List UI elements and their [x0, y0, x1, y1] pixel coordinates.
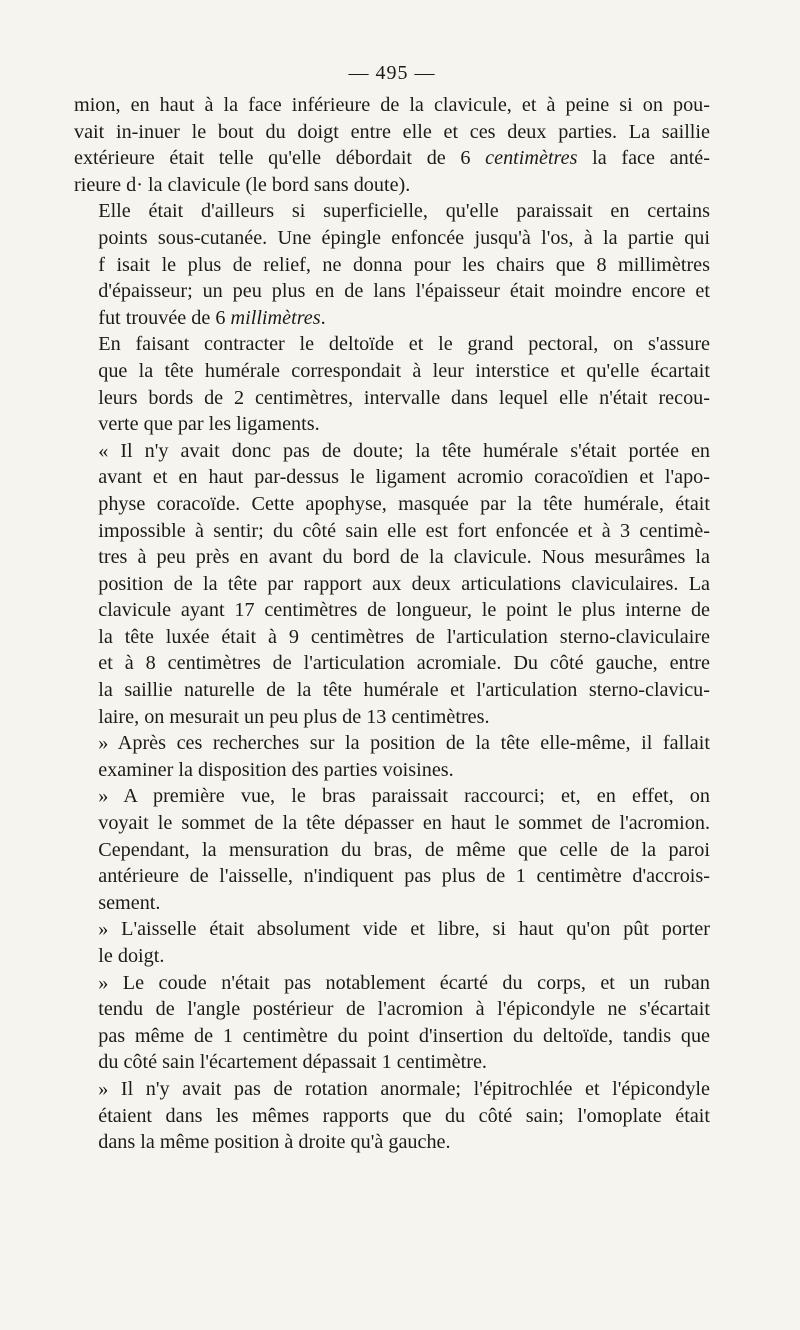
- text-line: fut trouvée de 6 millimètres.: [98, 306, 326, 329]
- text-line: la tête luxée était à 9 centimètres de l'articulation sterno-claviculaire: [98, 625, 710, 648]
- text-line: tendu de l'angle postérieur de l'acromion à l'épicondyle ne s'écartait: [98, 998, 710, 1021]
- text-line: Cependant, la mensuration du bras, de même que celle de la paroi: [98, 838, 710, 861]
- text-line: sement.: [98, 891, 161, 914]
- paragraph: [74, 438, 710, 731]
- text-line: que la tête humérale correspondait à leur interstice et qu'elle écartait: [98, 359, 710, 382]
- text-line: clavicule ayant 17 centimètres de longueur, le point le plus interne de: [98, 599, 710, 622]
- text-line: extérieure était telle qu'elle débordait de 6 centimètres la face anté-: [74, 147, 710, 170]
- text-line: » A première vue, le bras paraissait raccourci; et, en effet, on: [98, 785, 710, 808]
- text-line: verte que par les ligaments.: [98, 413, 320, 436]
- text-line: impossible à sentir; du côté sain elle est fort enfoncée et à 3 centimè-: [98, 519, 710, 542]
- paragraph: [74, 331, 710, 437]
- paragraph: [74, 783, 710, 916]
- paragraph: [74, 970, 710, 1076]
- text-line: position de la tête par rapport aux deux articulations claviculaires. La: [98, 572, 710, 595]
- text-line: » Après ces recherches sur la position de la tête elle-même, il fallait: [98, 732, 710, 755]
- paragraph: [74, 730, 710, 783]
- text-line: le doigt.: [98, 945, 165, 967]
- book-page: [74, 58, 710, 1298]
- text-line: dans la même position à droite qu'à gauche.: [98, 1131, 451, 1154]
- paragraph: [74, 198, 710, 331]
- text-line: examiner la disposition des parties voisines.: [98, 758, 454, 781]
- text-line: leurs bords de 2 centimètres, intervalle dans lequel elle n'était recou-: [98, 386, 710, 409]
- text-line: la saillie naturelle de la tête humérale et l'articulation sterno-clavicu-: [98, 679, 710, 702]
- text-line: et à 8 centimètres de l'articulation acromiale. Du côté gauche, entre: [98, 652, 710, 675]
- text-line: pas même de 1 centimètre du point d'insertion du deltoïde, tandis que: [98, 1024, 710, 1047]
- text-line: physe coracoïde. Cette apophyse, masquée par la tête humérale, était: [98, 492, 710, 515]
- text-line: avant et en haut par-dessus le ligament acromio coracoïdien et l'apo-: [98, 466, 710, 489]
- text-line: points sous-cutanée. Une épingle enfoncée jusqu'à l'os, à la partie qui: [98, 226, 710, 249]
- text-line: mion, en haut à la face inférieure de la clavicule, et à peine si on pou-: [74, 94, 710, 116]
- text-line: d'épaisseur; un peu plus en de lans l'épaisseur était moindre encore et: [98, 280, 710, 303]
- text-line: étaient dans les mêmes rapports que du côté sain; l'omoplate était: [98, 1104, 710, 1127]
- page-number: — 495 —: [348, 62, 436, 84]
- text-line: tres à peu près en avant du bord de la clavicule. Nous mesurâmes la: [98, 546, 710, 569]
- text-line: » Il n'y avait pas de rotation anormale; l'épitrochlée et l'épicondyle: [98, 1077, 710, 1100]
- text-line: du côté sain l'écartement dépassait 1 centimètre.: [98, 1051, 487, 1074]
- text-line: voyait le sommet de la tête dépasser en haut le sommet de l'acromion.: [98, 812, 710, 835]
- text-line: » L'aisselle était absolument vide et libre, si haut qu'on pût porter: [98, 918, 710, 941]
- paragraph: [74, 92, 710, 198]
- text-line: laire, on mesurait un peu plus de 13 centimètres.: [98, 705, 490, 728]
- text-line: « Il n'y avait donc pas de doute; la tête humérale s'était portée en: [98, 439, 710, 462]
- text-line: vait in-inuer le bout du doigt entre elle et ces deux parties. La saillie: [74, 120, 710, 143]
- body-text: [74, 92, 710, 1156]
- text-line: antérieure de l'aisselle, n'indiquent pas plus de 1 centimètre d'accrois-: [98, 865, 710, 888]
- paragraph: [74, 916, 710, 969]
- paragraph: [74, 1076, 710, 1156]
- text-line: rieure d· la clavicule (le bord sans doute).: [74, 173, 411, 196]
- text-line: En faisant contracter le deltoïde et le grand pectoral, on s'assure: [98, 333, 710, 356]
- text-line: » Le coude n'était pas notablement écarté du corps, et un ruban: [98, 971, 710, 994]
- text-line: f isait le plus de relief, ne donna pour les chairs que 8 millimètres: [98, 253, 710, 276]
- text-line: Elle était d'ailleurs si superficielle, qu'elle paraissait en certains: [98, 200, 710, 223]
